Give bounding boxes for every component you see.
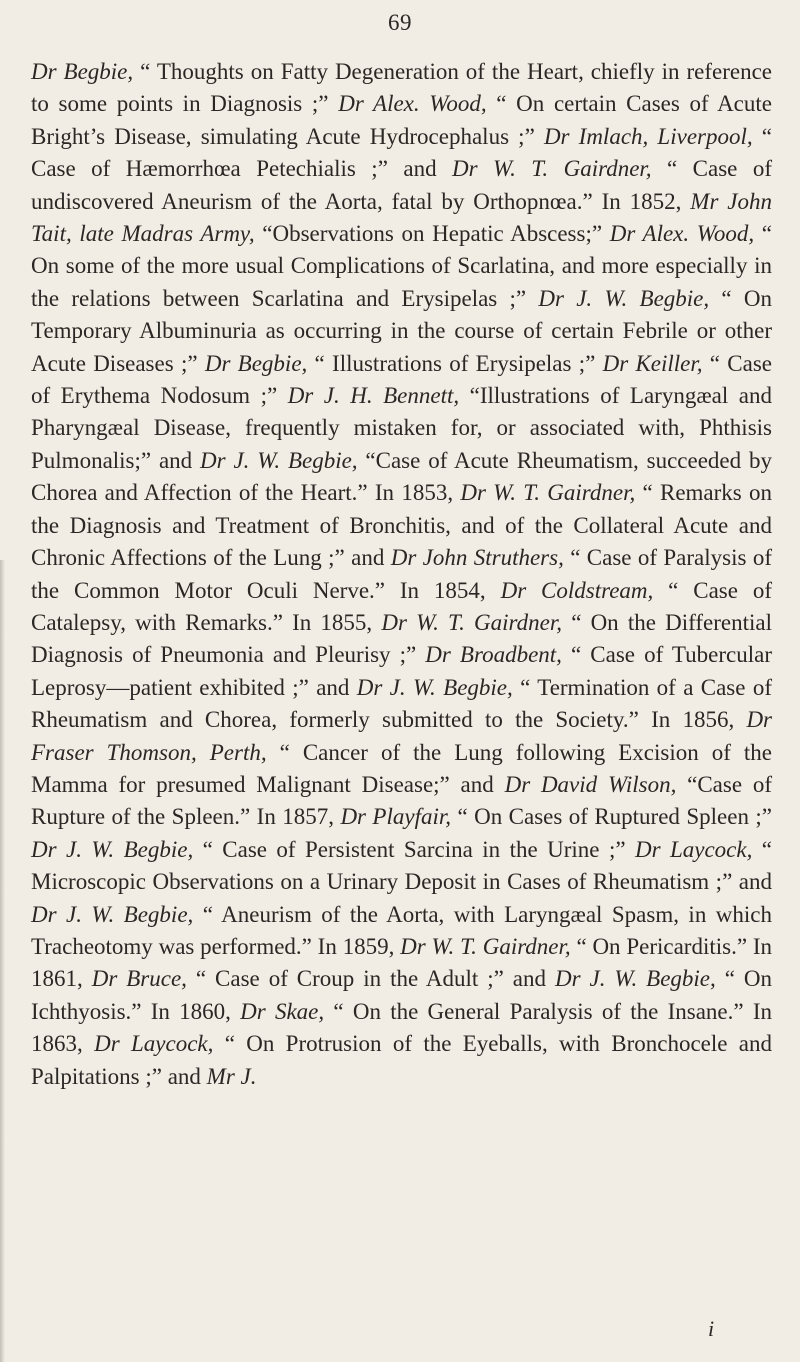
author-name: Dr Broadbent, (425, 642, 562, 668)
text-run: “ Case of Hæmorrhœa Petechialis ;” and (31, 123, 772, 182)
author-name: Dr Begbie, (204, 350, 308, 376)
text-run: “ Aneurism of the Aorta, with Laryngæal Spasm, in which Tracheotomy was performed.” In 1859, (31, 901, 772, 959)
page-number: 69 (388, 10, 412, 35)
text-run: “ Case of Paralysis of the Common Motor Oculi Nerve.” In 1854, (31, 545, 772, 603)
author-name: Dr Begbie, (31, 59, 134, 84)
page-edge-shadow (0, 560, 5, 1362)
body-paragraph (31, 56, 772, 1093)
text-run: “ Termination of a Case of Rheumatism and Chorea, formerly submitted to the Society.” In 1856, (31, 674, 772, 733)
text-run: “ Case of Croup in the Adult ;” and (186, 966, 555, 992)
author-name: Dr W. T. Gairdner, (460, 480, 636, 506)
text-run: “Case of Acute Rheumatism, succeeded by Chorea and Affection of the Heart.” In 1853, (31, 447, 772, 506)
text-run: “ Remarks on the Diagnosis and Treatment of Bronchitis, and of the Collateral Acute and Chronic Affections of the Lung ;” and (31, 480, 772, 571)
author-name: Dr Alex. Wood, (609, 221, 755, 247)
author-name: Dr W. T. Gairdner, (400, 933, 571, 959)
author-name: Dr Keiller, (602, 350, 703, 376)
author-name: Dr J. W. Begbie, (31, 836, 194, 862)
text-run: “ On the Differential Diagnosis of Pneumonia and Pleurisy ;” (31, 609, 772, 668)
author-name: Dr J. W. Begbie, (538, 285, 710, 311)
author-name: Mr John Tait, late Madras Army, (31, 188, 772, 247)
text-run: “Illustrations of Laryngæal and Pharyngæal Disease, frequently mistaken for, or associated with, Phthisis Pulmonalis;” and (31, 383, 772, 473)
text-run: “ Case of Persistent Sarcina in the Urine ;” (193, 836, 635, 862)
text-run: “ Case of Tubercular Leprosy—patient exhibited ;” and (31, 642, 772, 700)
author-name: Dr Imlach, Liverpool, (543, 123, 753, 149)
author-name: Dr J. W. Begbie, (200, 447, 358, 473)
author-name: Dr Fraser Thomson, Perth, (31, 707, 772, 765)
text-run: “ Case of Catalepsy, with Remarks.” In 1855, (31, 577, 772, 635)
author-name: Dr Bruce, (91, 966, 187, 992)
text-run: “ Cancer of the Lung following Excision of the Mamma for presumed Malignant Disease;” and (31, 739, 773, 797)
text-run: “ Microscopic Observations on a Urinary Deposit in Cases of Rheumatism ;” and (31, 836, 772, 895)
text-run: “ On certain Cases of Acute Bright’s Disease, simulating Acute Hydrocephalus ;” (31, 91, 772, 149)
author-name: Dr J. W. Begbie, (31, 901, 194, 927)
text-run: “ Illustrations of Erysipelas ;” (307, 350, 603, 376)
author-name: Dr Laycock, (634, 836, 753, 862)
text-run: “ On Ichthyosis.” In 1860, (31, 966, 772, 1024)
signature-mark: i (708, 1316, 715, 1341)
author-name: Dr Skae, (240, 998, 325, 1024)
author-name: Dr David Wilson, (504, 771, 677, 797)
text-run: “ Thoughts on Fatty Degeneration of the Heart, chiefly in reference to some points in Diagnosis ;” (31, 59, 772, 117)
author-name: Dr John Struthers, (390, 545, 564, 571)
text-run: “ On Protrusion of the Eyeballs, with Bronchocele and Palpitations ;” and (31, 1031, 773, 1089)
author-name: Dr W. T. Gairdner, (452, 156, 652, 182)
text-run: “ Case of undiscovered Aneurism of the Aorta, fatal by Orthopnœa.” In 1852, (31, 156, 773, 214)
author-name: Dr Playfair, (340, 804, 452, 830)
text-run: “ Case of Erythema Nodosum ;” (31, 350, 773, 409)
author-name: Dr Laycock, (94, 1031, 214, 1057)
author-name: Mr J. (206, 1063, 257, 1089)
text-run: “ On some of the more usual Complications of Scarlatina, and more especially in the relations between Scarlatina and Erysipelas ;” (31, 221, 772, 311)
author-name: Dr J. H. Bennett, (287, 383, 460, 409)
text-run: “ On Temporary Albuminuria as occurring in the course of certain Febrile or other Acute Diseases ;” (31, 285, 772, 376)
author-name: Dr J. W. Begbie, (356, 674, 513, 700)
text-run: “ On Cases of Ruptured Spleen ;” (451, 804, 772, 830)
text-run: “Observations on Hepatic Abscess;” (254, 221, 610, 247)
author-name: Dr W. T. Gairdner, (381, 609, 563, 635)
text-run: “ On the General Paralysis of the Insane.” In 1863, (31, 998, 773, 1057)
text-run: “ On Pericarditis.” In 1861, (31, 933, 772, 992)
author-name: Dr J. W. Begbie, (554, 966, 716, 992)
author-name: Dr Alex. Wood, (338, 91, 487, 117)
text-run: “Case of Rupture of the Spleen.” In 1857, (31, 771, 773, 830)
author-name: Dr Coldstream, (500, 577, 654, 603)
